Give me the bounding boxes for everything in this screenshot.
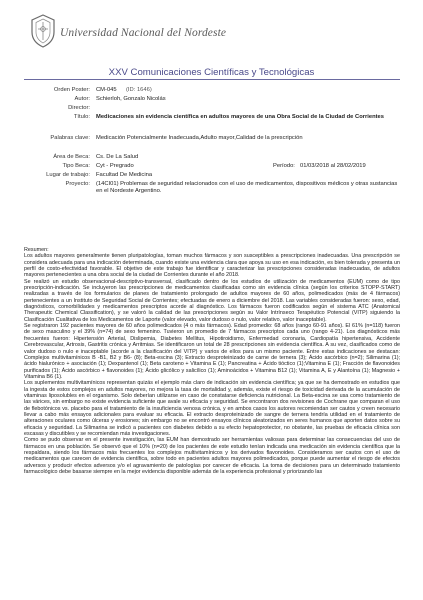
- university-seal-icon: [30, 14, 56, 48]
- keywords-label: Palabras clave:: [50, 135, 90, 141]
- order-label: Orden Poster:: [53, 87, 90, 93]
- order-value: CM-045: [96, 87, 117, 93]
- title-label: Título:: [73, 114, 90, 120]
- area-label: Área de Beca:: [53, 154, 90, 160]
- beca-label: Tipo Beca:: [62, 163, 90, 169]
- header-divider: [24, 79, 400, 80]
- summary-paragraph: Se realizó un estudio observacional-descriptivo-transversal, clasificado dentro de los estudios de utilización de medicamentos (EUM) como de tipo prescripción-indicación. Se incluyeron las prescripciones de medicamentos clasificadas como sin evidencia clínica (según los criterios STOPP-START) realizadas a través de los formularios de planes de tratamiento prolongado de adultos mayores de 60 años, polimedicados (más de 4 fármacos) pertenecientes a un Instituto de Seguridad Social de Corrientes; efectuadas de enero a diciembre del 2018. Las variables consideradas fueron: sexo, edad, diagnósticos, comorbilidades y medicamentos prescriptos acorde al diagnóstico. Los fármacos fueron codificados según el sistema ATC (Anatomical Therapeutic Chemical Classification), y se valoró la calidad de las prescripciones según su Valor Intrínseco Terapéutico Potencial (VITP) siguiendo la Clasificación Cualitativa de los Medicamentos de Laporte (valor elevado, valor dudoso o nulo, valor relativo, valor inaceptable).: [24, 278, 400, 323]
- summary-section: [24, 247, 400, 475]
- beca-value: Cyt - Pregrado: [96, 163, 134, 169]
- summary-paragraph: Los adultos mayores generalmente tienen pluripatologías, toman muchos fármacos y son susceptibles a prescripciones inadecuadas. Una prescripción se considera adecuada para una indicación determinada, cuando existe una evidencia clara que apoya su uso en esa indicación, es bien tolerada y presenta un perfil de costo-efectividad favorable. El objetivo de este trabajo fue identificar y caracterizar las prescripciones consideradas inadecuadas, de adultos mayores pertenecientes a una obra social de la ciudad de Corrientes durante el año 2018.: [24, 253, 400, 279]
- summary-label: Resumen:: [24, 247, 49, 253]
- period-value: 01/03/2018 al 28/02/2019: [300, 163, 366, 169]
- director-label: Director:: [68, 105, 90, 111]
- place-value: Facultad De Medicina: [96, 172, 153, 178]
- area-value: Cs. De La Salud: [96, 154, 139, 160]
- project-value: (14CI01) Problemas de seguridad relacionados con el uso de medicamentos, dispositivos médicos y otras sustancias en el Nordeste Argentino.: [96, 181, 398, 194]
- order-id: (ID: 1646): [126, 87, 152, 93]
- university-name: Universidad Nacional del Nordeste: [60, 27, 227, 39]
- author-label: Autor:: [74, 96, 90, 102]
- title-value: Medicaciones sin evidencia científica en adultos mayores de una Obra Social de la Ciudad de Corrientes: [96, 114, 385, 120]
- summary-paragraph: Se registraron 192 pacientes mayores de 60 años polimedicados (4 o más fármacos). Edad promedio: 68 años (rango 60-91 años). El 61% (n=118) fueron de sexo masculino y el 39% (n=74) de sexo femenino. Tuvieron un promedio de 7 fármacos prescriptos cada uno (rango 4-21). Los diagnósticos más frecuentes fueron: Hipertensión Arterial, Dislipemia, Diabetes Mellitus, Hipotiroidismo, Enfermedad coronaria, Cardiopatía hipertensiva, Accidente Cerebrovascular, Artrosis, Gastritis crónica y Arritmias. Se identificaron un total de 28 prescripciones sin evidencia científica. A su vez, clasificados como de valor dudoso o nulo e inaceptable (acorde a la clasificación del VITP) y varios de ellos para un mismo paciente. Entre estas indicaciones se destacan: Complejos multivitamínicos B -B1, B2 y B6- (8); Beta-escina (3); Extracto desproteinizado de carne de ternera (3); Ácido ascórbico (n=2); Silimarina (1); ácido hialurónico + asociación (1); Dexpantenol (1); Beta caroteno + Vitamina E (1); Pancreatina + Ácido tióctico (1);Vitamina E (1); Fracción de flavonoides purificados (1); Ácido ascórbico + flavonoides (1); Ácido glicólico y salicílico (1); Aminoácidos + Vitamina B12 (1); Vitamina A, E y Alantoína (1); Magnesio + Vitamina B6 (1).: [24, 323, 400, 380]
- university-logo: [30, 14, 227, 52]
- author-value: Schierloh, Gonzalo Nicolás: [96, 96, 166, 102]
- project-label: Proyecto:: [65, 181, 90, 187]
- place-label: Lugar de trabajo:: [46, 172, 90, 178]
- keywords-value: Medicación Potencialmente Inadecuada,Adulto mayor,Calidad de la prescripción: [96, 135, 303, 141]
- period-label: Período:: [273, 163, 295, 169]
- summary-paragraph: Los suplementos multivitamínicos representan quizás el ejemplo más claro de indicación sin evidencia científica; ya que se ha demostrado en estudios que la ingesta de estos complejos en adultos mayores, no mejora la tasa de mortalidad y, además, existe el riesgo de toxicidad derivada de la acumulación de vitaminas liposolubles en el organismo. Solo deberían utilizarse en caso de constatarse deficiencia nutricional. La Beta-escina se usa como tratamiento de las várices, sin embargo no existe evidencia suficiente que avale su eficacia y seguridad. Se encontraron dos revisiones de Cochrane que comparan el uso de flebotónicos vs. placebo para el tratamiento de la insuficiencia venosa crónica, y en ambos casos los autores recomiendan ser cautos y creen necesario llevar a cabo más ensayos adicionales para evaluar su eficacia. El extracto desproteinizado de sangre de ternera tendría utilidad en el tratamiento de alteraciones oculares como úlceras y erosiones; sin embargo no se encontró ensayos clínicos aleatorizados en seres humanos que aporten datos sobre su eficacia y seguridad. La Silimarina se indicó a pacientes con diabetes debido a su efecto hepatoprotector, no obstante, las pruebas de eficacia clínica son escasas y discutibles y se recomiendan más investigaciones.: [24, 380, 400, 437]
- summary-paragraph: Como se pudo observar en el presente investigación, las EUM han demostrado ser herramientas valiosas para determinar las consecuencias del uso de fármacos en una población. Se observó que el 10% (n=20) de los pacientes de este estudio tenían indicada una medicación sin evidencia científica que la respaldara, siendo los fármacos más frecuentes los complejos multivitamínicos y los derivados flavonoides. Consideramos ser cautos con el uso de medicamentos que carecen de evidencia científica, sobre todo en pacientes adultos mayores polimedicados, porque puede aumentar el riesgo de efectos adversos y producir efectos adversos y/o el agravamiento de patologías por carecer de eficacia. La toma de decisiones para un determinado tratamiento farmacológico debe basarse siempre en la mejor evidencia disponible además de la experiencia profesional y priorizando las: [24, 437, 400, 476]
- conference-title: XXV Comunicaciones Científicas y Tecnológicas: [108, 67, 315, 78]
